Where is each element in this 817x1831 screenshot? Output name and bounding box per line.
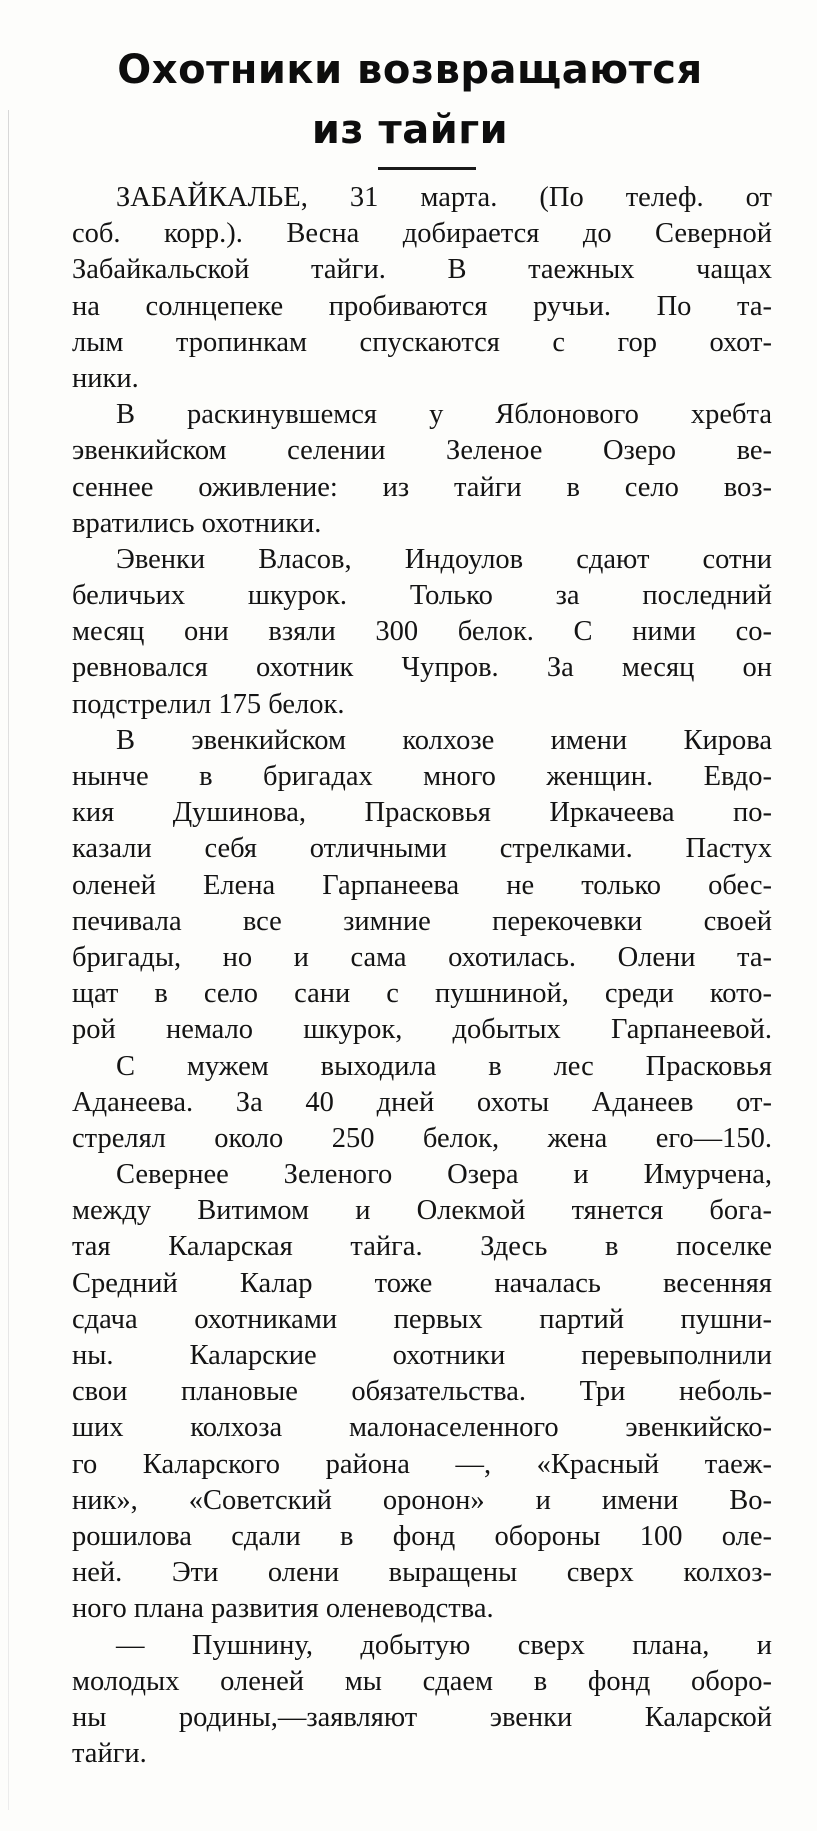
text-line: ник», «Советский оронон» и имени Во- [72,1484,772,1516]
text-line: ших колхоза малонаселенного эвенкийско- [72,1412,772,1444]
headline-divider [378,167,476,170]
text-line: лым тропинкам спускаются с гор охот- [72,326,772,358]
text-line: ЗАБАЙКАЛЬЕ, 31 марта. (По телеф. от [116,182,772,213]
text-line: ней. Эти олени выращены сверх колхоз- [72,1557,772,1589]
text-line: подстрелил 175 белок. [72,688,345,720]
text-line: оленей Елена Гарпанеева не только обес- [72,869,772,901]
text-line: ны. Каларские охотники перевыполнили [72,1340,772,1371]
column-edge-rule [8,110,9,1810]
text-line: молодых оленей мы сдаем в фонд оборо- [72,1665,772,1697]
text-line: бригады, но и сама охотилась. Олени та- [72,941,772,973]
text-line: щат в село сани с пушниной, среди кото- [72,978,772,1010]
article-body [72,180,772,1772]
text-line: беличьих шкурок. Только за последний [72,580,772,612]
text-line: вратились охотники. [72,507,322,539]
text-line: эвенкийском селении Зеленое Озеро ве- [72,435,772,467]
article-headline [70,40,750,160]
text-line: кия Душинова, Прасковья Иркачеева по- [72,797,772,829]
headline-line: Охотники возвращаются [117,47,703,93]
text-line: сдача охотниками первых партий пушни- [72,1303,772,1335]
text-line: Средний Калар тоже началась весенняя [72,1267,772,1299]
text-line: ного плана развития оленеводства. [72,1593,494,1625]
text-line: Севернее Зеленого Озера и Имурчена, [116,1159,772,1191]
text-line: Аданеева. За 40 дней охоты Аданеев от- [72,1086,772,1118]
text-line: соб. корр.). Весна добирается до Северной [72,218,772,250]
text-line: сеннее оживление: из тайги в село воз- [72,471,772,503]
text-line: между Витимом и Олекмой тянется бога- [72,1195,772,1227]
text-line: го Каларского района —, «Красный таеж- [72,1448,772,1480]
text-line: рой немало шкурок, добытых Гарпанеевой. [72,1014,772,1046]
text-line: — Пушнину, добытую сверх плана, и [116,1629,772,1661]
text-line: рошилова сдали в фонд обороны 100 оле- [72,1520,772,1552]
text-line: В эвенкийском колхозе имени Кирова [116,724,772,756]
text-line: печивала все зимние перекочевки своей [72,905,772,937]
text-line: ны родины,—заявляют эвенки Каларской [72,1701,772,1733]
headline-line: из тайги [311,107,509,153]
text-line: месяц они взяли 300 белок. С ними со- [72,616,772,648]
text-line: казали себя отличными стрелками. Пастух [72,833,772,865]
text-line: тая Каларская тайга. Здесь в поселке [72,1231,772,1263]
text-line: ревновался охотник Чупров. За месяц он [72,652,772,684]
text-line: С мужем выходила в лес Прасковья [116,1050,772,1082]
text-line: свои плановые обязательства. Три неболь- [72,1376,772,1408]
text-line: Забайкальской тайги. В таежных чащах [72,254,772,286]
text-line: Эвенки Власов, Индоулов сдают сотни [116,543,772,575]
text-line: на солнцепеке пробиваются ручьи. По та- [72,290,772,322]
text-line: ники. [72,362,139,394]
text-line: нынче в бригадах много женщин. Евдо- [72,761,772,792]
text-line: стрелял около 250 белок, жена его—150. [72,1122,772,1154]
text-line: тайги. [72,1738,147,1770]
text-line: В раскинувшемся у Яблонового хребта [116,399,772,431]
